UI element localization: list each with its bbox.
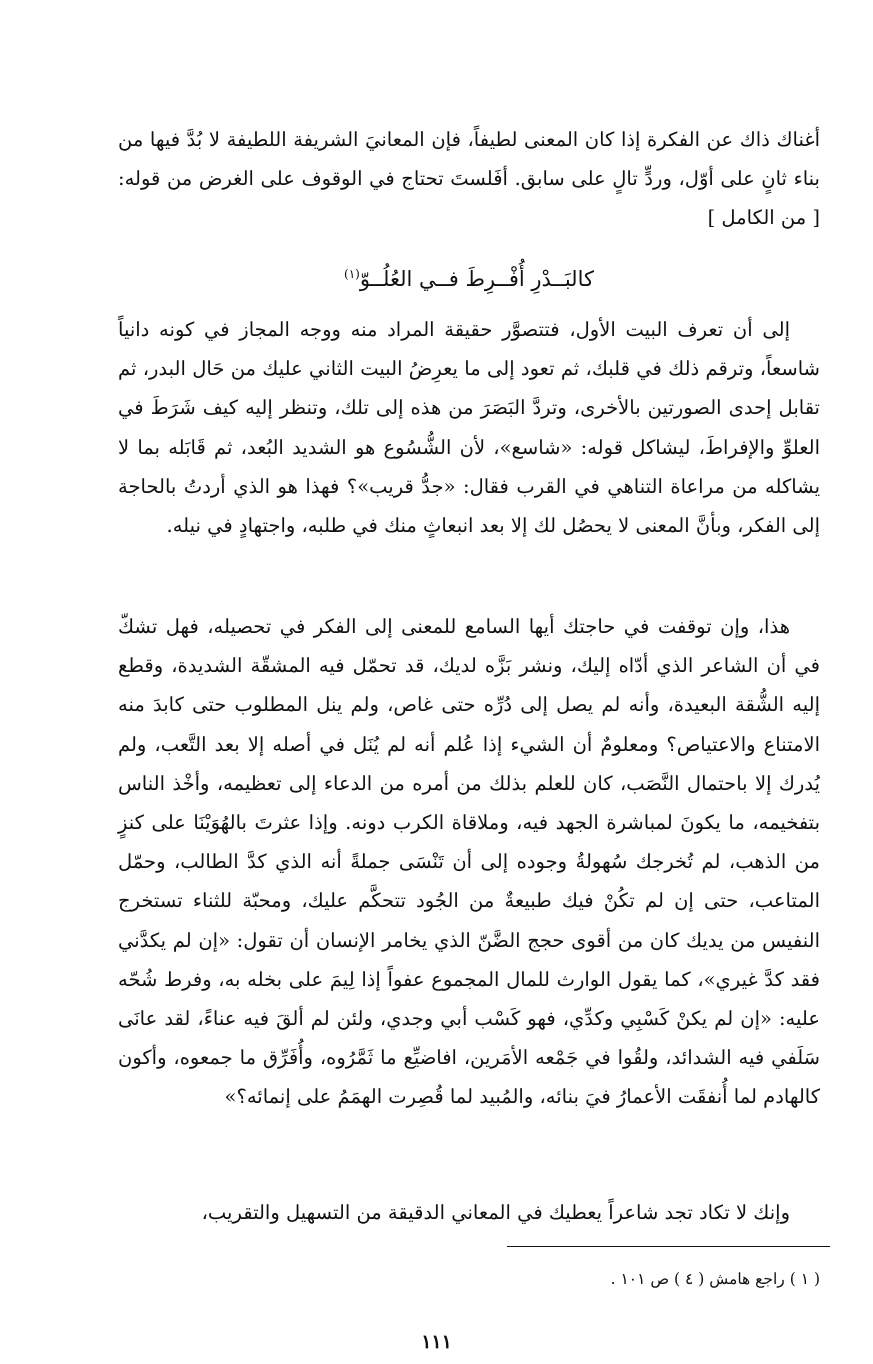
paragraph-3-block bbox=[118, 607, 820, 1117]
verse-line bbox=[118, 256, 820, 297]
verse-footnote-marker: (١) bbox=[344, 267, 360, 281]
page-number: ١١١ bbox=[421, 1331, 452, 1353]
paragraph-1-block bbox=[118, 120, 820, 238]
paragraph-4: وإنك لا تكاد تجد شاعراً يعطيك في المعاني الدقيقة من التسهيل والتقريب، bbox=[201, 1201, 790, 1224]
paragraph-3: هذا، وإن توقفت في حاجتك أيها السامع للمعنى إلى الفكر في تحصيله، فهل تشكّ في أن الشاعر الذي أدّاه إليك، ونشر بَزَّه لديك، قد تحمّل فيه المشقّة الشديدة، وقطع إليه الشُّقة البعيدة، وأنه لم يصل إلى دُرِّه حتى غاص، ولم ينل المطلوب حتى كابدَ منه الامتناع والاعتياص؟ ومعلومٌ أن الشيء إذا عُلم أنه لم يُنَل في أصله إلا بعد التَّعب، ولم يُدرك إلا باحتمال النَّصَب، كان للعلم بذلك من أمره من الدعاء إلى تعظيمه، وأخْذ الناس بتفخيمه، ما يكونَ لمباشرة الجهد فيه، وملاقاة الكرب دونه. وإذا عثرتَ بالهُوَيْنَا على كنزٍ من الذهب، لم تُخرجك سُهولةُ وجوده إلى أن تَنْسَى جملةً أنه الذي كدَّ الطالب، وحمّل المتاعب، حتى إن لم تكُنْ فيك طبيعةٌ من الجُود تتحكَّم عليك، ومحبّة للثناء تستخرج النفيس من يديك كان من أقوى حجج الضَّنّ الذي يخامر الإنسان أن تقول: «إن لم يكدَّني فقد كدَّ غيري»، كما يقول الوارث للمال المجموع عفواً إذا لِيمَ على بخله به، وفرط شُحّه عليه: «إن لم يكنْ كَسْبِي وكدِّي، فهو كَسْب أبي وجدي، ولئن لم ألقَ فيه عناءً، لقد عانَى سَلَفي فيه الشدائد، ولقُوا في جَمْعه الأمَرين، افاضيِّع ما ثَمَّرُوه، وأُفَرِّق ما جمعوه، وأكون كالهادم لما أُنفقَت الأعمارُ فيَ بنائه، والمُبيد لما قُصِرت الهمَمُ على إنمائه؟» bbox=[118, 615, 820, 1109]
paragraph-2-block bbox=[118, 310, 820, 545]
verse-text: كالبَــدْرِ أُفْــرِطَ فــي العُلُــوّ bbox=[359, 267, 594, 291]
paragraph-4-block bbox=[118, 1193, 820, 1232]
footnote-divider bbox=[507, 1246, 830, 1247]
paragraph-2: إلى أن تعرف البيت الأول، فتتصوَّر حقيقة المراد منه ووجه المجاز في كونه دانياً شاسعاً، وترقم ذلك في قلبك، ثم تعود إلى ما يعرِضُ البيت الثاني عليك من حَال البدر، ثم تقابل إحدى الصورتين بالأخرى، وتردَّ البَصَرَ من هذه إلى تلك، وتنظر إليه كيف شَرَطَ في العلوِّ والإفراطَ، ليشاكل قوله: «شاسع»، لأن الشُّسُوع هو الشديد البُعد، ثم قَابَله بما لا يشاكله من مراعاة التناهي في القرب فقال: «جدُّ قريب»؟ فهذا هو الذي أردتُ بالحاجة إلى الفكر، وبأنَّ المعنى لا يحصُل لك إلا بعد انبعاثٍ منك في طلبه، واجتهادٍ في نيله. bbox=[118, 318, 820, 538]
footnote: ( ١ ) راجع هامش ( ٤ ) ص ١٠١ . bbox=[610, 1270, 820, 1288]
paragraph-1: أغناك ذاك عن الفكرة إذا كان المعنى لطيفاً، فإن المعانيَ الشريفة اللطيفة لا بُدَّ فيها من بناء ثانٍ على أوّل، وردٍّ تالٍ على سابق. أفَلستَ تحتاج في الوقوف على الغرض من قوله: [ من الكامل ] bbox=[118, 128, 820, 230]
